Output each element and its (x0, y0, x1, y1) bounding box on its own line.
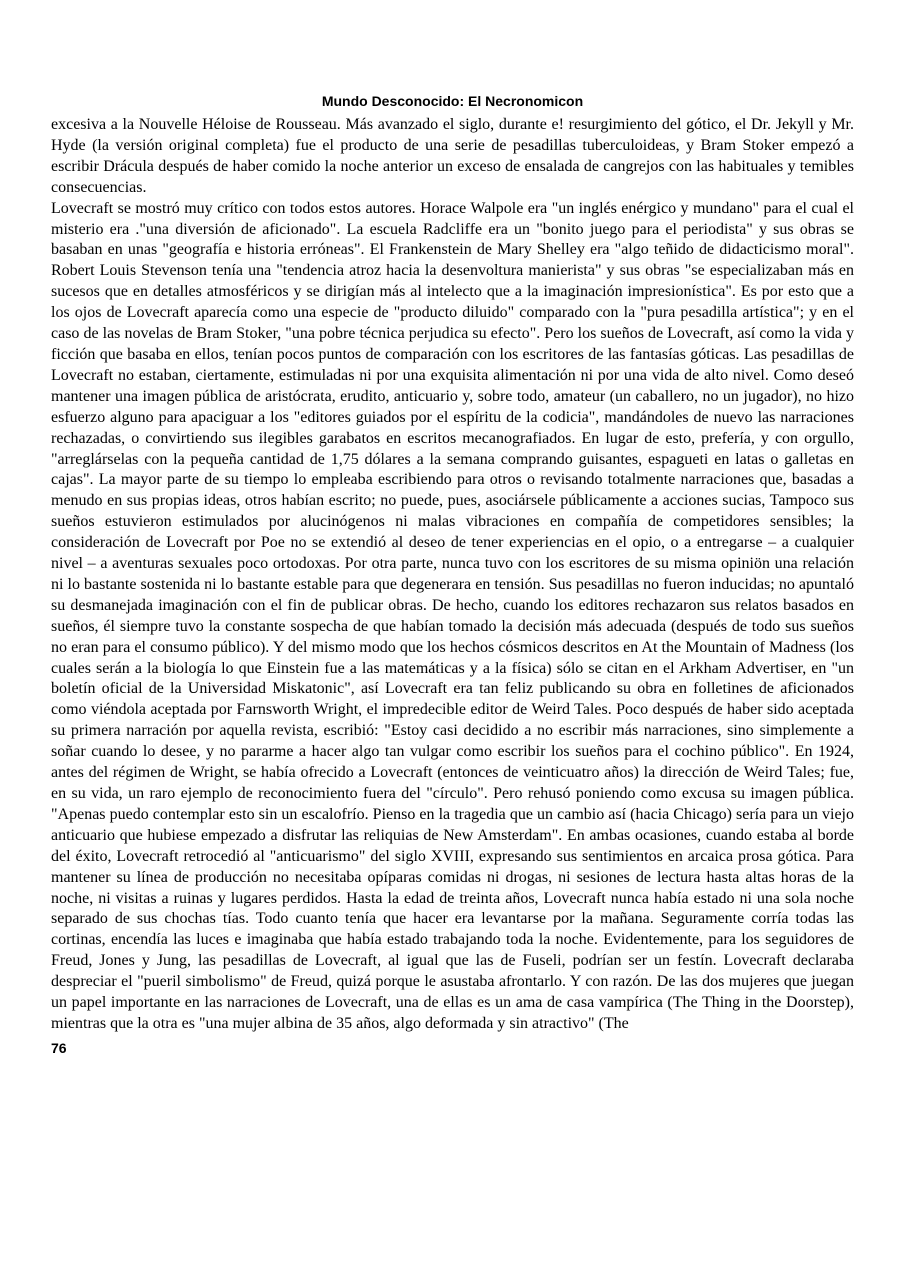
body-text (51, 115, 854, 1035)
page-number: 76 (51, 1039, 67, 1056)
paragraph: excesiva a la Nouvelle Héloise de Rousseau. Más avanzado el siglo, durante e! resurgimiento del gótico, el Dr. Jekyll y Mr. Hyde (la versión original completa) fue el producto de una serie de pesadillas tuberculoideas, y Bram Stoker empezó a escribir Drácula después de haber comido la noche anterior un exceso de ensalada de cangrejos con las habituales y temibles consecuencias. (51, 116, 854, 196)
paragraph: Lovecraft se mostró muy crítico con todos estos autores. Horace Walpole era "un inglés enérgico y mundano" para el cual el misterio era ."una diversión de aficionado". La escuela Radcliffe era un "bonito juego para el periodista" y sus obras se basaban en unas "geografía e historia erróneas". El Frankenstein de Mary Shelley era "algo teñido de didacticismo moral". Robert Louis Stevenson tenía una "tendencia atroz hacia la desenvoltura manierista" y sus obras "se especializaban más en sucesos que en detalles atmosféricos y se dirigían más al intelecto que a la imaginación impresionística". Es por esto que a los ojos de Lovecraft aparecía como una especie de "producto diluido" comparado con la "pura pesadilla artística"; y en el caso de las novelas de Bram Stoker, "una pobre técnica perjudica su efecto". Pero los sueños de Lovecraft, así como la vida y ficción que basaba en ellos, tenían pocos puntos de comparación con los escritores de las fantasías góticas. Las pesadillas de Lovecraft no estaban, ciertamente, estimuladas ni por una exquisita alimentación ni por una vida de alto nivel. Como deseó mantener una imagen pública de aristócrata, erudito, anticuario y, sobre todo, amateur (un caballero, no un jugador), no hizo esfuerzo alguno para apaciguar a los "editores guiados por el espíritu de la codicia", mandándoles de nuevo las narraciones rechazadas, o convirtiendo sus ilegibles garabatos en escritos mecanografiados. En lugar de esto, prefería, y con orgullo, "arreglárselas con la pequeña cantidad de 1,75 dólares a la semana comprando guisantes, espagueti en latas o galletas en cajas". La mayor parte de su tiempo lo empleaba escribiendo para otros o revisando totalmente narraciones que, basadas a menudo en sus propias ideas, otros habían escrito; no puede, pues, asociársele públicamente a acciones sucias, Tampoco sus sueños estuvieron estimulados por alucinógenos ni malas vibraciones en compañía de competidores sensibles; la consideración de Lovecraft por Poe no se extendió al deseo de tener experiencias en el opio, o a entregarse – a cualquier nivel – a aventuras sexuales poco ortodoxas. Por otra parte, nunca tuvo con los escritores de su misma opiniön una relación ni lo bastante sostenida ni lo bastante estable para que degenerara en tensión. Sus pesadillas no fueron inducidas; no apuntaló su desmanejada imaginación con el fin de publicar obras. De hecho, cuando los editores rechazaron sus relatos basados en sueños, él siempre tuvo la constante sospecha de que habían tomado la decisión más adecuada (después de todo sus sueños no eran para el consumo público). Y del mismo modo que los hechos cósmicos descritos en At the Mountain of Madness (los cuales serán a la biología lo que Einstein fue a las matemáticas y a la física) sólo se citan en el Arkham Advertiser, en "un boletín oficial de la Universidad Miskatonic", así Lovecraft era tan feliz publicando su obra en folletines de aficionados como viéndola aceptada por Farnsworth Wright, el impredecible editor de Weird Tales. Poco después de haber sido aceptada su primera narración por aquella revista, escribió: "Estoy casi decidido a no escribir más narraciones, sino simplemente a soñar cuando lo desee, y no pararme a hacer algo tan vulgar como escribir los sueños para el cochino público". En 1924, antes del régimen de Wright, se había ofrecido a Lovecraft (entonces de veinticuatro años) la dirección de Weird Tales; fue, en su vida, un raro ejemplo de reconocimiento fuera del "círculo". Pero rehusó poniendo como excusa su imagen pública. "Apenas puedo contemplar esto sin un escalofrío. Pienso en la tragedia que un cambio así (hacia Chicago) sería para un viejo anticuario que hubiese empezado a disfrutar las reliquias de New Amsterdam". En ambas ocasiones, cuando estaba al borde del éxito, Lovecraft retrocedió al "anticuarismo" del siglo XVIII, expresando sus sentimientos en arcaica prosa gótica. Para mantener su línea de producción no necesitaba opíparas comidas ni drogas, ni sesiones de lectura hasta altas horas de la noche, ni visitas a ruinas y lugares perdidos. Hasta la edad de treinta años, Lovecraft nunca había estado ni una sola noche separado de sus chochas tías. Todo cuanto tenía que hacer era levantarse por la mañana. Seguramente corría todas las cortinas, encendía las luces e imaginaba que había estado trabajando toda la noche. Evidentemente, para los seguidores de Freud, Jones y Jung, las pesadillas de Lovecraft, al igual que las de Fuseli, podrían ser un festín. Lovecraft declaraba despreciar el "pueril simbolismo" de Freud, quizá porque le asustaba afrontarlo. Y con razón. De las dos mujeres que juegan un papel importante en las narraciones de Lovecraft, una de ellas es un ama de casa vampírica (The Thing in the Doorstep), mientras que la otra es "una mujer albina de 35 años, algo deformada y sin atractivo" (The (51, 199, 854, 1032)
page-header-title: Mundo Desconocido: El Necronomicon (321, 93, 584, 109)
